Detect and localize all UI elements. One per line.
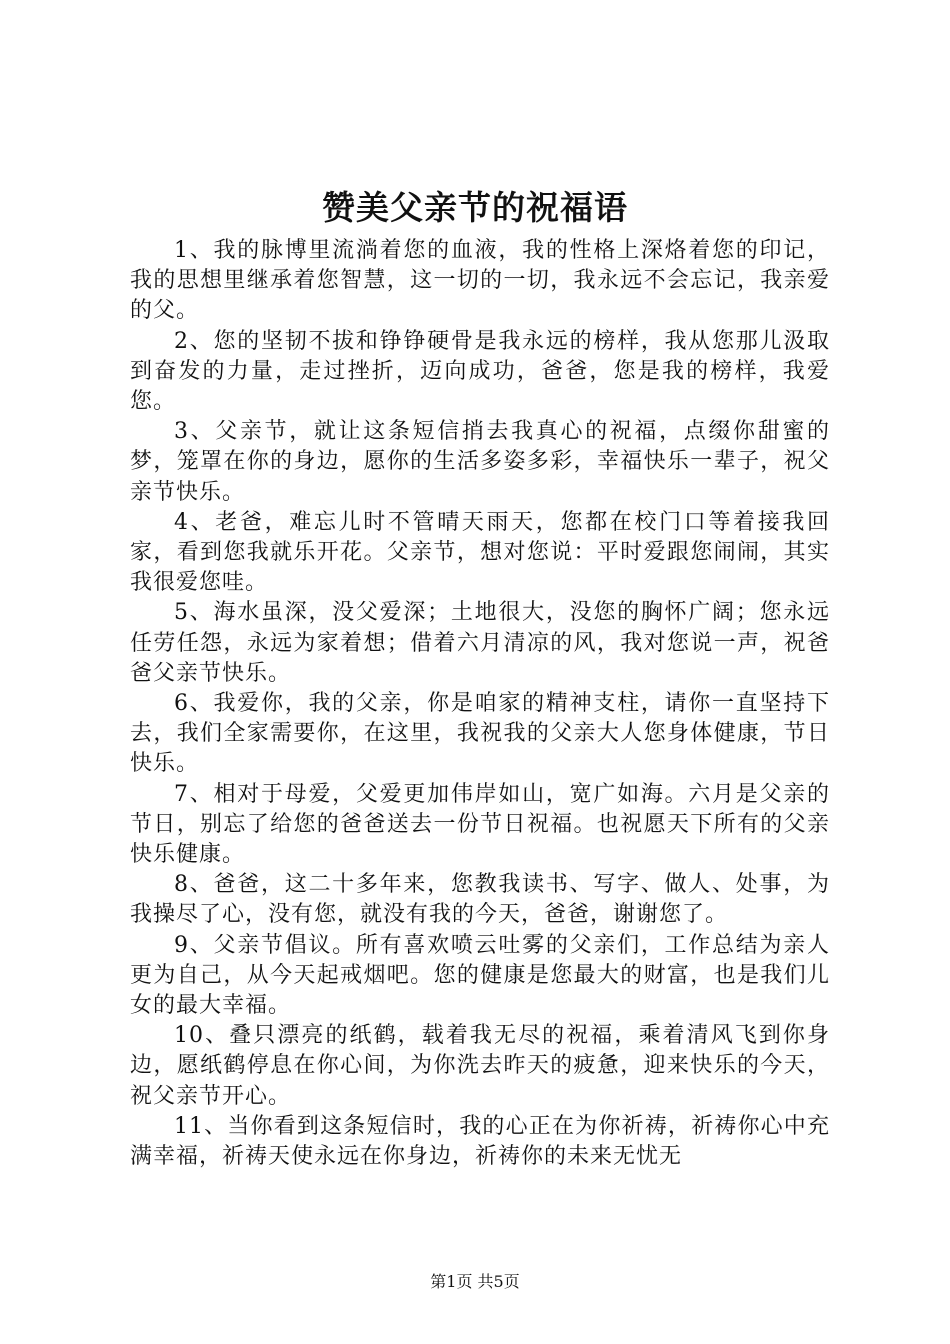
paragraph-1: 1、我的脉博里流淌着您的血液，我的性格上深烙着您的印记，我的思想里继承着您智慧，这一切的一切，我永远不会忘记，我亲爱的父。 [130,238,830,324]
document-body [130,236,830,1172]
paragraph-8: 8、爸爸，这二十多年来，您教我读书、写字、做人、处事，为我操尽了心，没有您，就没有我的今天，爸爸，谢谢您了。 [130,872,830,928]
paragraph-6: 6、我爱你，我的父亲，你是咱家的精神支柱，请你一直坚持下去，我们全家需要你，在这里，我祝我的父亲大人您身体健康，节日快乐。 [130,691,830,777]
paragraph-9: 9、父亲节倡议。所有喜欢喷云吐雾的父亲们，工作总结为亲人更为自己，从今天起戒烟吧。您的健康是您最大的财富，也是我们儿女的最大幸福。 [130,932,830,1019]
page-number-footer: 第1页 共5页 [430,1272,520,1291]
document-title: 赞美父亲节的祝福语 [322,188,628,227]
paragraph-11: 11、当你看到这条短信时，我的心正在为你祈祷，祈祷你心中充满幸福，祈祷天使永远在你身边，祈祷你的未来无忧无 [130,1113,830,1170]
paragraph-5: 5、海水虽深，没父爱深；土地很大，没您的胸怀广阔；您永远任劳任怨，永远为家着想；借着六月清凉的风，我对您说一声，祝爸爸父亲节快乐。 [130,600,830,686]
paragraph-4: 4、老爸，难忘儿时不管晴天雨天，您都在校门口等着接我回家，看到您我就乐开花。父亲节，想对您说：平时爱跟您闹闹，其实我很爱您哇。 [130,509,830,596]
paragraph-3: 3、父亲节，就让这条短信捎去我真心的祝福，点缀你甜蜜的梦，笼罩在你的身边，愿你的生活多姿多彩，幸福快乐一辈子，祝父亲节快乐。 [130,419,830,505]
paragraph-10: 10、叠只漂亮的纸鹤，载着我无尽的祝福，乘着清风飞到你身边，愿纸鹤停息在你心间，为你洗去昨天的疲惫，迎来快乐的今天，祝父亲节开心。 [130,1023,830,1109]
paragraph-2: 2、您的坚韧不拔和铮铮硬骨是我永远的榜样，我从您那儿汲取到奋发的力量，走过挫折，迈向成功，爸爸，您是我的榜样，我爱您。 [130,328,830,415]
paragraph-7: 7、相对于母爱，父爱更加伟岸如山，宽广如海。六月是父亲的节日，别忘了给您的爸爸送去一份节日祝福。也祝愿天下所有的父亲快乐健康。 [130,781,830,868]
